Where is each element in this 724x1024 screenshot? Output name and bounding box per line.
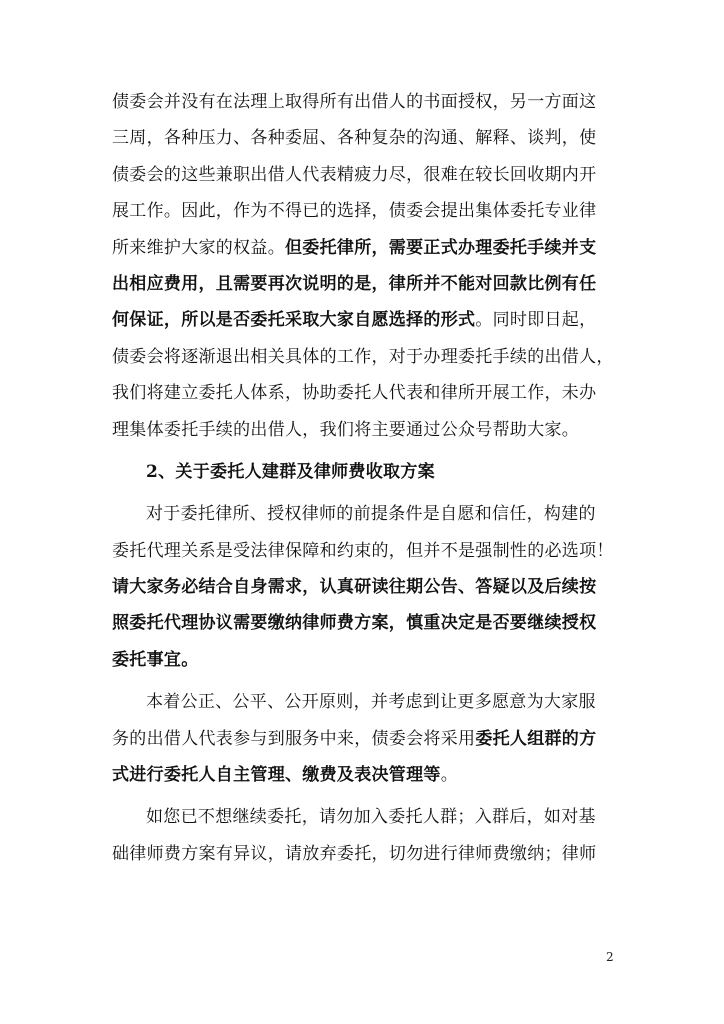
text-line	[112, 375, 612, 411]
text-run: 所来维护大家的权益。	[112, 237, 285, 258]
text-line	[112, 266, 612, 302]
text-run: 本着公正、公平、公开原则，并考虑到让更多愿意为大家服	[146, 692, 596, 713]
text-run: 。	[440, 765, 459, 786]
text-line	[112, 642, 612, 678]
text-line	[112, 721, 612, 757]
text-line	[112, 230, 612, 266]
text-line	[112, 454, 612, 490]
bold-text-run: 委托人组群的方	[475, 728, 597, 749]
text-run: 理集体委托手续的出借人，我们将主要通过公众号帮助大家。	[112, 419, 580, 440]
text-line	[112, 193, 612, 229]
bold-text-run: 照委托代理协议需要缴纳律师费方案，慎重决定是否要继续授权	[112, 613, 597, 634]
text-line	[112, 836, 612, 872]
text-run: 务的出借人代表参与到服务中来，债委会将采用	[112, 728, 476, 749]
bold-text-run: 2、关于委托人建群及律师费收取方案	[146, 461, 435, 482]
text-line	[112, 799, 612, 835]
text-run: 。同时即日起，	[475, 310, 597, 331]
text-line	[112, 684, 612, 720]
bold-text-run: 但委托律所，需要正式办理委托手续并支	[285, 237, 597, 258]
bold-text-run: 出相应费用，且需要再次说明的是，律所并不能对回款比例有任	[112, 273, 597, 294]
text-run: 三周，各种压力、各种委屈、各种复杂的沟通、解释、谈判，使	[112, 128, 597, 149]
bold-text-run: 请大家务必结合自身需求，认真研读往期公告、答疑以及后续按	[112, 577, 597, 598]
text-run: 础律师费方案有异议，请放弃委托，切勿进行律师费缴纳；律师	[112, 843, 597, 864]
text-line	[112, 569, 612, 605]
text-run: 债委会的这些兼职出借人代表精疲力尽，很难在较长回收期内开	[112, 164, 597, 185]
text-run: 债委会将逐渐退出相关具体的工作，对于办理委托手续的出借人，	[112, 346, 614, 367]
bold-text-run: 委托事宜。	[112, 649, 199, 670]
text-line	[112, 120, 612, 156]
text-run: 对于委托律所、授权律师的前提条件是自愿和信任，构建的	[146, 504, 596, 525]
text-line	[112, 605, 612, 641]
text-line	[112, 157, 612, 193]
text-run: 如您已不想继续委托，请勿加入委托人群；入群后，如对基	[146, 807, 596, 828]
text-run: 我们将建立委托人体系，协助委托人代表和律所开展工作，未办	[112, 383, 597, 404]
text-line	[112, 412, 612, 448]
body-text	[112, 84, 612, 872]
text-line	[112, 757, 612, 793]
page-number: 2	[606, 950, 614, 964]
bold-text-run: 何保证，所以是否委托采取大家自愿选择的形式	[112, 310, 476, 331]
text-line	[112, 302, 612, 338]
text-run: 债委会并没有在法理上取得所有出借人的书面授权，另一方面这	[112, 92, 597, 112]
bold-text-run: 式进行委托人自主管理、缴费及表决管理等	[112, 765, 441, 786]
text-run: 委托代理关系是受法律保障和约束的，但并不是强制性的必选项！	[112, 540, 614, 561]
text-run: 展工作。因此，作为不得已的选择，债委会提出集体委托专业律	[112, 201, 597, 222]
text-line	[112, 533, 612, 569]
text-line	[112, 84, 612, 120]
text-line	[112, 496, 612, 532]
text-line	[112, 339, 612, 375]
